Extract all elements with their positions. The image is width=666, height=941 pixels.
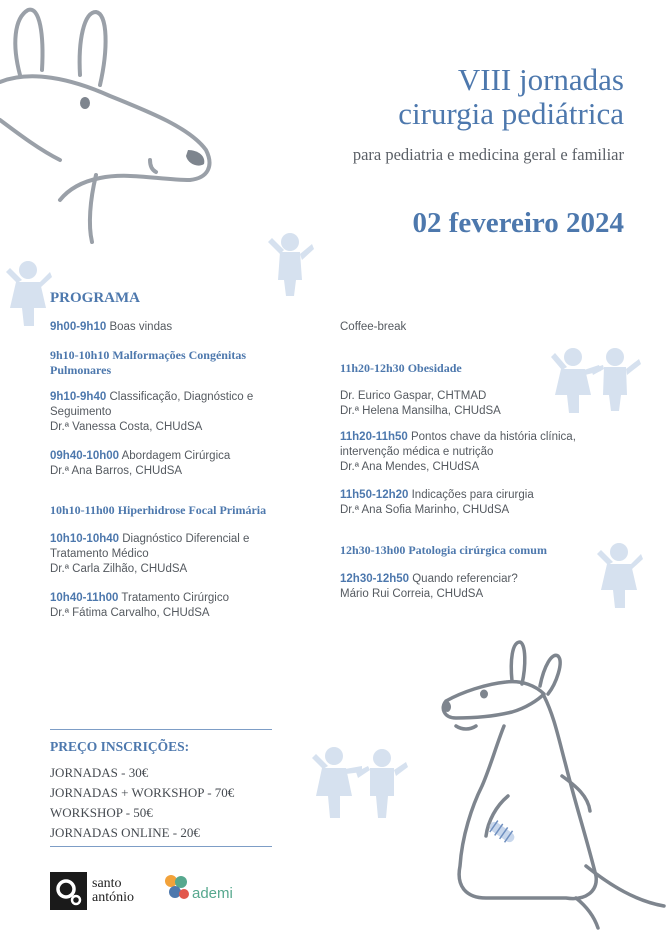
item-text: Abordagem Cirúrgica xyxy=(119,450,231,462)
program-item xyxy=(340,320,590,335)
item-speaker: Dr.ª Vanessa Costa, CHUdSA xyxy=(50,421,203,433)
ademi-mark-icon xyxy=(162,872,190,904)
item-speaker: Mário Rui Correia, CHUdSA xyxy=(340,588,484,600)
price-item: WORKSHOP - 50€ xyxy=(50,805,153,820)
program-section xyxy=(340,543,590,558)
item-text: Obesidade xyxy=(404,361,462,375)
child-figure-icon xyxy=(4,258,54,330)
programa-title: PROGRAMA xyxy=(50,290,140,306)
item-time: 12h30-13h00 xyxy=(340,543,406,557)
item-speaker: Dr.ª Ana Mendes, CHUdSA xyxy=(340,461,480,473)
logo-text: santo xyxy=(92,876,122,891)
item-time: 9h10-9h40 xyxy=(50,391,107,403)
program-section xyxy=(340,361,590,419)
item-speaker: Dr.ª Ana Barros, CHUdSA xyxy=(50,465,183,477)
item-text: Coffee-break xyxy=(340,321,407,333)
item-text: Boas vindas xyxy=(106,321,173,333)
item-time: 11h20-11h50 xyxy=(340,431,408,443)
event-title-line1: VIII jornadas xyxy=(457,62,624,97)
item-text: Diagnóstico Diferencial e Tratamento Médico xyxy=(50,533,250,560)
program-item xyxy=(340,430,590,475)
divider xyxy=(50,846,272,847)
item-speaker: Dr. Eurico Gaspar, CHTMAD xyxy=(340,390,487,402)
child-figure-icon xyxy=(595,540,645,612)
program-item xyxy=(50,390,290,435)
price-item: JORNADAS ONLINE - 20€ xyxy=(50,825,200,840)
item-time: 11h20-12h30 xyxy=(340,361,405,375)
logo-text: ademi xyxy=(192,884,233,902)
price-item: JORNADAS + WORKSHOP - 70€ xyxy=(50,785,235,800)
item-time: 12h30-12h50 xyxy=(340,573,410,585)
event-title-line2: cirurgia pediátrica xyxy=(398,96,624,131)
item-time: 09h40-10h00 xyxy=(50,450,120,462)
event-subtitle: para pediatria e medicina geral e familiar xyxy=(352,145,624,164)
item-speaker: Dr.ª Carla Zilhão, CHUdSA xyxy=(50,563,188,575)
program-item xyxy=(340,572,590,602)
kangaroo-head-illustration xyxy=(0,0,230,250)
program-item xyxy=(50,320,290,335)
logo-text: antónio xyxy=(92,890,134,905)
program-item xyxy=(50,532,290,577)
item-text: Classificação, Diagnóstico e Seguimento xyxy=(50,391,254,418)
program-section xyxy=(50,348,290,378)
item-time: 9h00-9h10 xyxy=(50,321,107,333)
item-text: Patologia cirúrgica comum xyxy=(405,543,547,557)
event-date: 02 fevereiro 2024 xyxy=(412,207,624,239)
item-text: Quando referenciar? xyxy=(409,573,518,585)
item-time: 10h10-11h00 xyxy=(50,503,115,517)
item-speaker: Dr.ª Ana Sofia Marinho, CHUdSA xyxy=(340,504,510,516)
item-text: Hiperhidrose Focal Primária xyxy=(114,503,267,517)
program-item xyxy=(340,488,590,518)
item-time: 11h50-12h20 xyxy=(340,489,409,501)
kangaroo-illustration xyxy=(426,636,666,936)
program-section xyxy=(50,503,290,518)
prices-title: PREÇO INSCRIÇÕES: xyxy=(50,739,190,754)
child-figure-icon xyxy=(266,230,316,300)
item-speaker: Dr.ª Helena Mansilha, CHUdSA xyxy=(340,405,501,417)
ademi-logo xyxy=(162,872,233,904)
divider xyxy=(50,729,272,730)
santo-antonio-mark-icon xyxy=(50,872,87,910)
item-time: 10h10-10h40 xyxy=(50,533,120,545)
item-text: Indicações para cirurgia xyxy=(408,489,534,501)
children-figures-icon xyxy=(310,744,410,824)
item-text: Tratamento Cirúrgico xyxy=(118,592,229,604)
program-item xyxy=(50,449,290,479)
item-text: Malformações Congénitas Pulmonares xyxy=(50,348,246,377)
item-time: 9h10-10h10 xyxy=(50,348,110,362)
item-time: 10h40-11h00 xyxy=(50,592,119,604)
item-speaker: Dr.ª Fátima Carvalho, CHUdSA xyxy=(50,607,210,619)
price-item: JORNADAS - 30€ xyxy=(50,765,149,780)
item-text: Pontos chave da história clínica, intervenção médica e nutrição xyxy=(340,431,576,458)
program-item xyxy=(50,591,290,621)
santo-antonio-logo xyxy=(50,872,134,910)
